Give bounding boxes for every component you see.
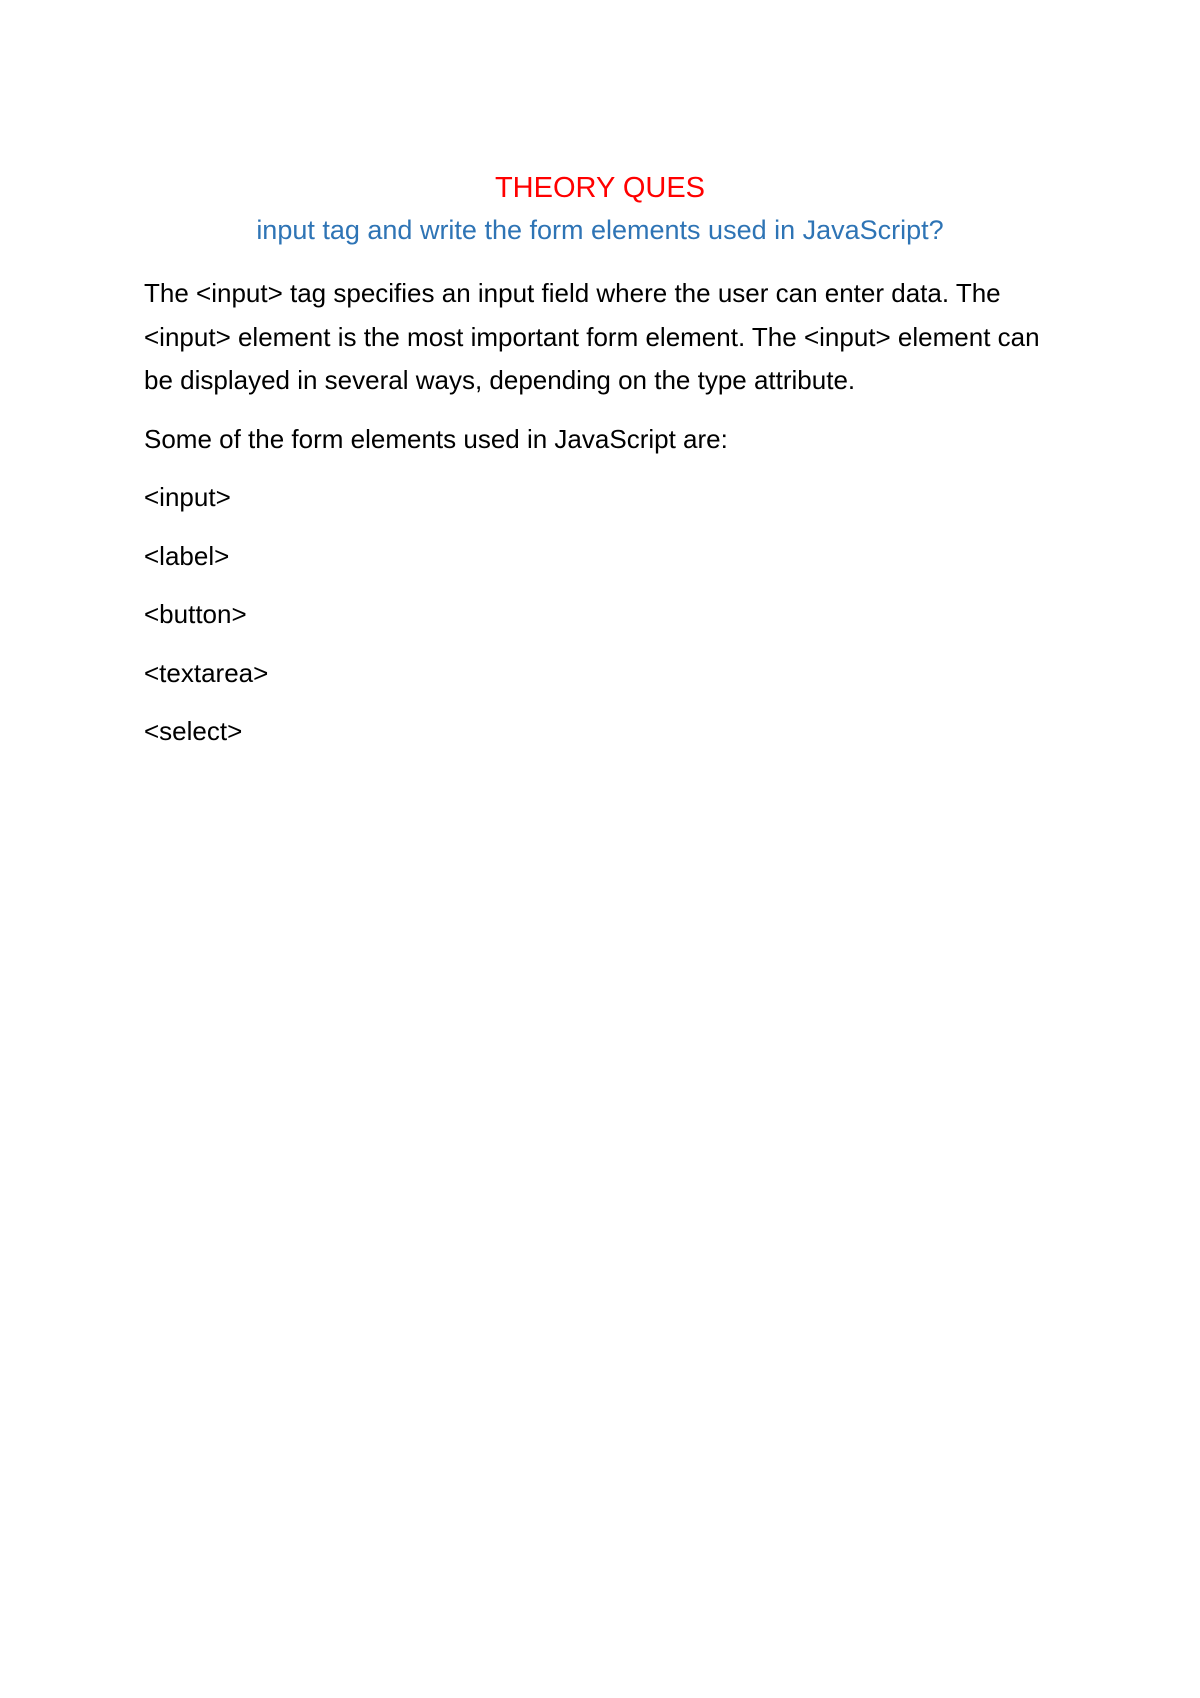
answer-body bbox=[144, 272, 1044, 769]
list-item: <textarea> bbox=[144, 657, 269, 688]
list-item: <input> bbox=[144, 482, 231, 512]
form-elements-list bbox=[144, 476, 1044, 754]
list-item: <select> bbox=[144, 716, 243, 746]
list-item: <label> bbox=[144, 540, 230, 571]
page-title: THEORY QUES bbox=[494, 172, 706, 204]
list-intro-paragraph: Some of the form elements used in JavaScript are: bbox=[144, 423, 728, 454]
list-item: <button> bbox=[144, 599, 247, 629]
question-heading: input tag and write the form elements used in JavaScript? bbox=[256, 215, 944, 245]
intro-paragraph: The <input> tag specifies an input field where the user can enter data. The <input> element is the most important form element. The <input> element can be displayed in several ways, depending on the type attribute. bbox=[144, 278, 1040, 395]
